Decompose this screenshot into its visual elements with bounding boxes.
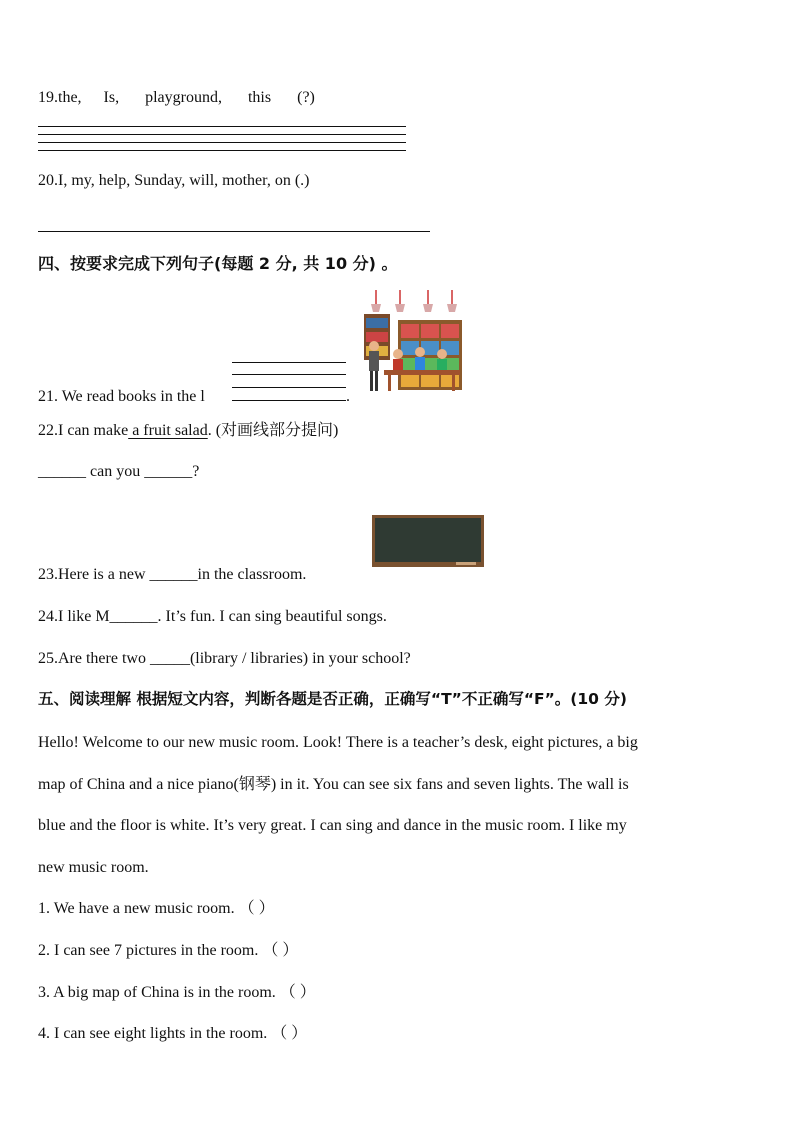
statement-2: 2. I can see 7 pictures in the room. （ ）	[38, 942, 299, 959]
question-24: 24.I like M______. It’s fun. I can sing beautiful songs.	[38, 608, 387, 625]
question-23: 23.Here is a new ______in the classroom.	[38, 566, 307, 583]
q19-word-5: (?)	[297, 89, 315, 106]
statement-3: 3. A big map of China is in the room. （ ）	[38, 984, 316, 1001]
q21-blank-line-2[interactable]	[232, 374, 346, 375]
passage-line-3: blue and the floor is white. It’s very great. I can sing and dance in the music room. I like my	[38, 817, 627, 834]
q19-answer-line-4[interactable]	[38, 150, 406, 151]
library-illustration	[362, 290, 464, 394]
q20-answer-line[interactable]	[38, 231, 430, 232]
statement-4: 4. I can see eight lights in the room. （ ）	[38, 1025, 308, 1042]
question-22-answer: ______ can you ______?	[38, 463, 200, 480]
section-5-title: 五、阅读理解 根据短文内容，判断各题是否正确，正确写“T”不正确写“F”。(10 分)	[38, 690, 627, 708]
q19-word-1: the,	[58, 89, 82, 106]
q21-blank-line-1[interactable]	[232, 362, 346, 363]
q21-period: .	[346, 388, 350, 405]
blackboard-illustration	[372, 515, 484, 567]
q22-prefix: 22.I can make	[38, 422, 129, 439]
q19-answer-line-1[interactable]	[38, 126, 406, 127]
q19-answer-line-3[interactable]	[38, 142, 406, 143]
q19-word-3: playground,	[145, 89, 222, 106]
q21-blank-line-4[interactable]	[232, 400, 346, 401]
q19-number: 19.	[38, 89, 58, 106]
q22-underlined-phrase: a fruit salad	[128, 422, 208, 439]
passage-line-4: new music room.	[38, 859, 149, 876]
passage-line-2: map of China and a nice piano(钢琴) in it. You can see six fans and seven lights. The wall is	[38, 776, 629, 793]
q21-blank-line-3[interactable]	[232, 387, 346, 388]
question-20: 20.I, my, help, Sunday, will, mother, on (.)	[38, 172, 310, 189]
q19-word-4: this	[247, 89, 272, 106]
q19-word-2: Is,	[103, 89, 120, 106]
question-19	[38, 88, 315, 108]
q19-answer-line-2[interactable]	[38, 134, 406, 135]
section-4-title: 四、按要求完成下列句子(每题 2 分, 共 10 分) 。	[38, 254, 398, 273]
question-25: 25.Are there two _____(library / libraries) in your school?	[38, 650, 411, 667]
passage-line-1: Hello! Welcome to our new music room. Look! There is a teacher’s desk, eight pictures, a big	[38, 734, 638, 751]
question-22	[38, 421, 338, 441]
question-21: 21. We read books in the l	[38, 388, 205, 405]
statement-1: 1. We have a new music room. （ ）	[38, 900, 275, 917]
q22-suffix: . (对画线部分提问)	[207, 422, 339, 439]
